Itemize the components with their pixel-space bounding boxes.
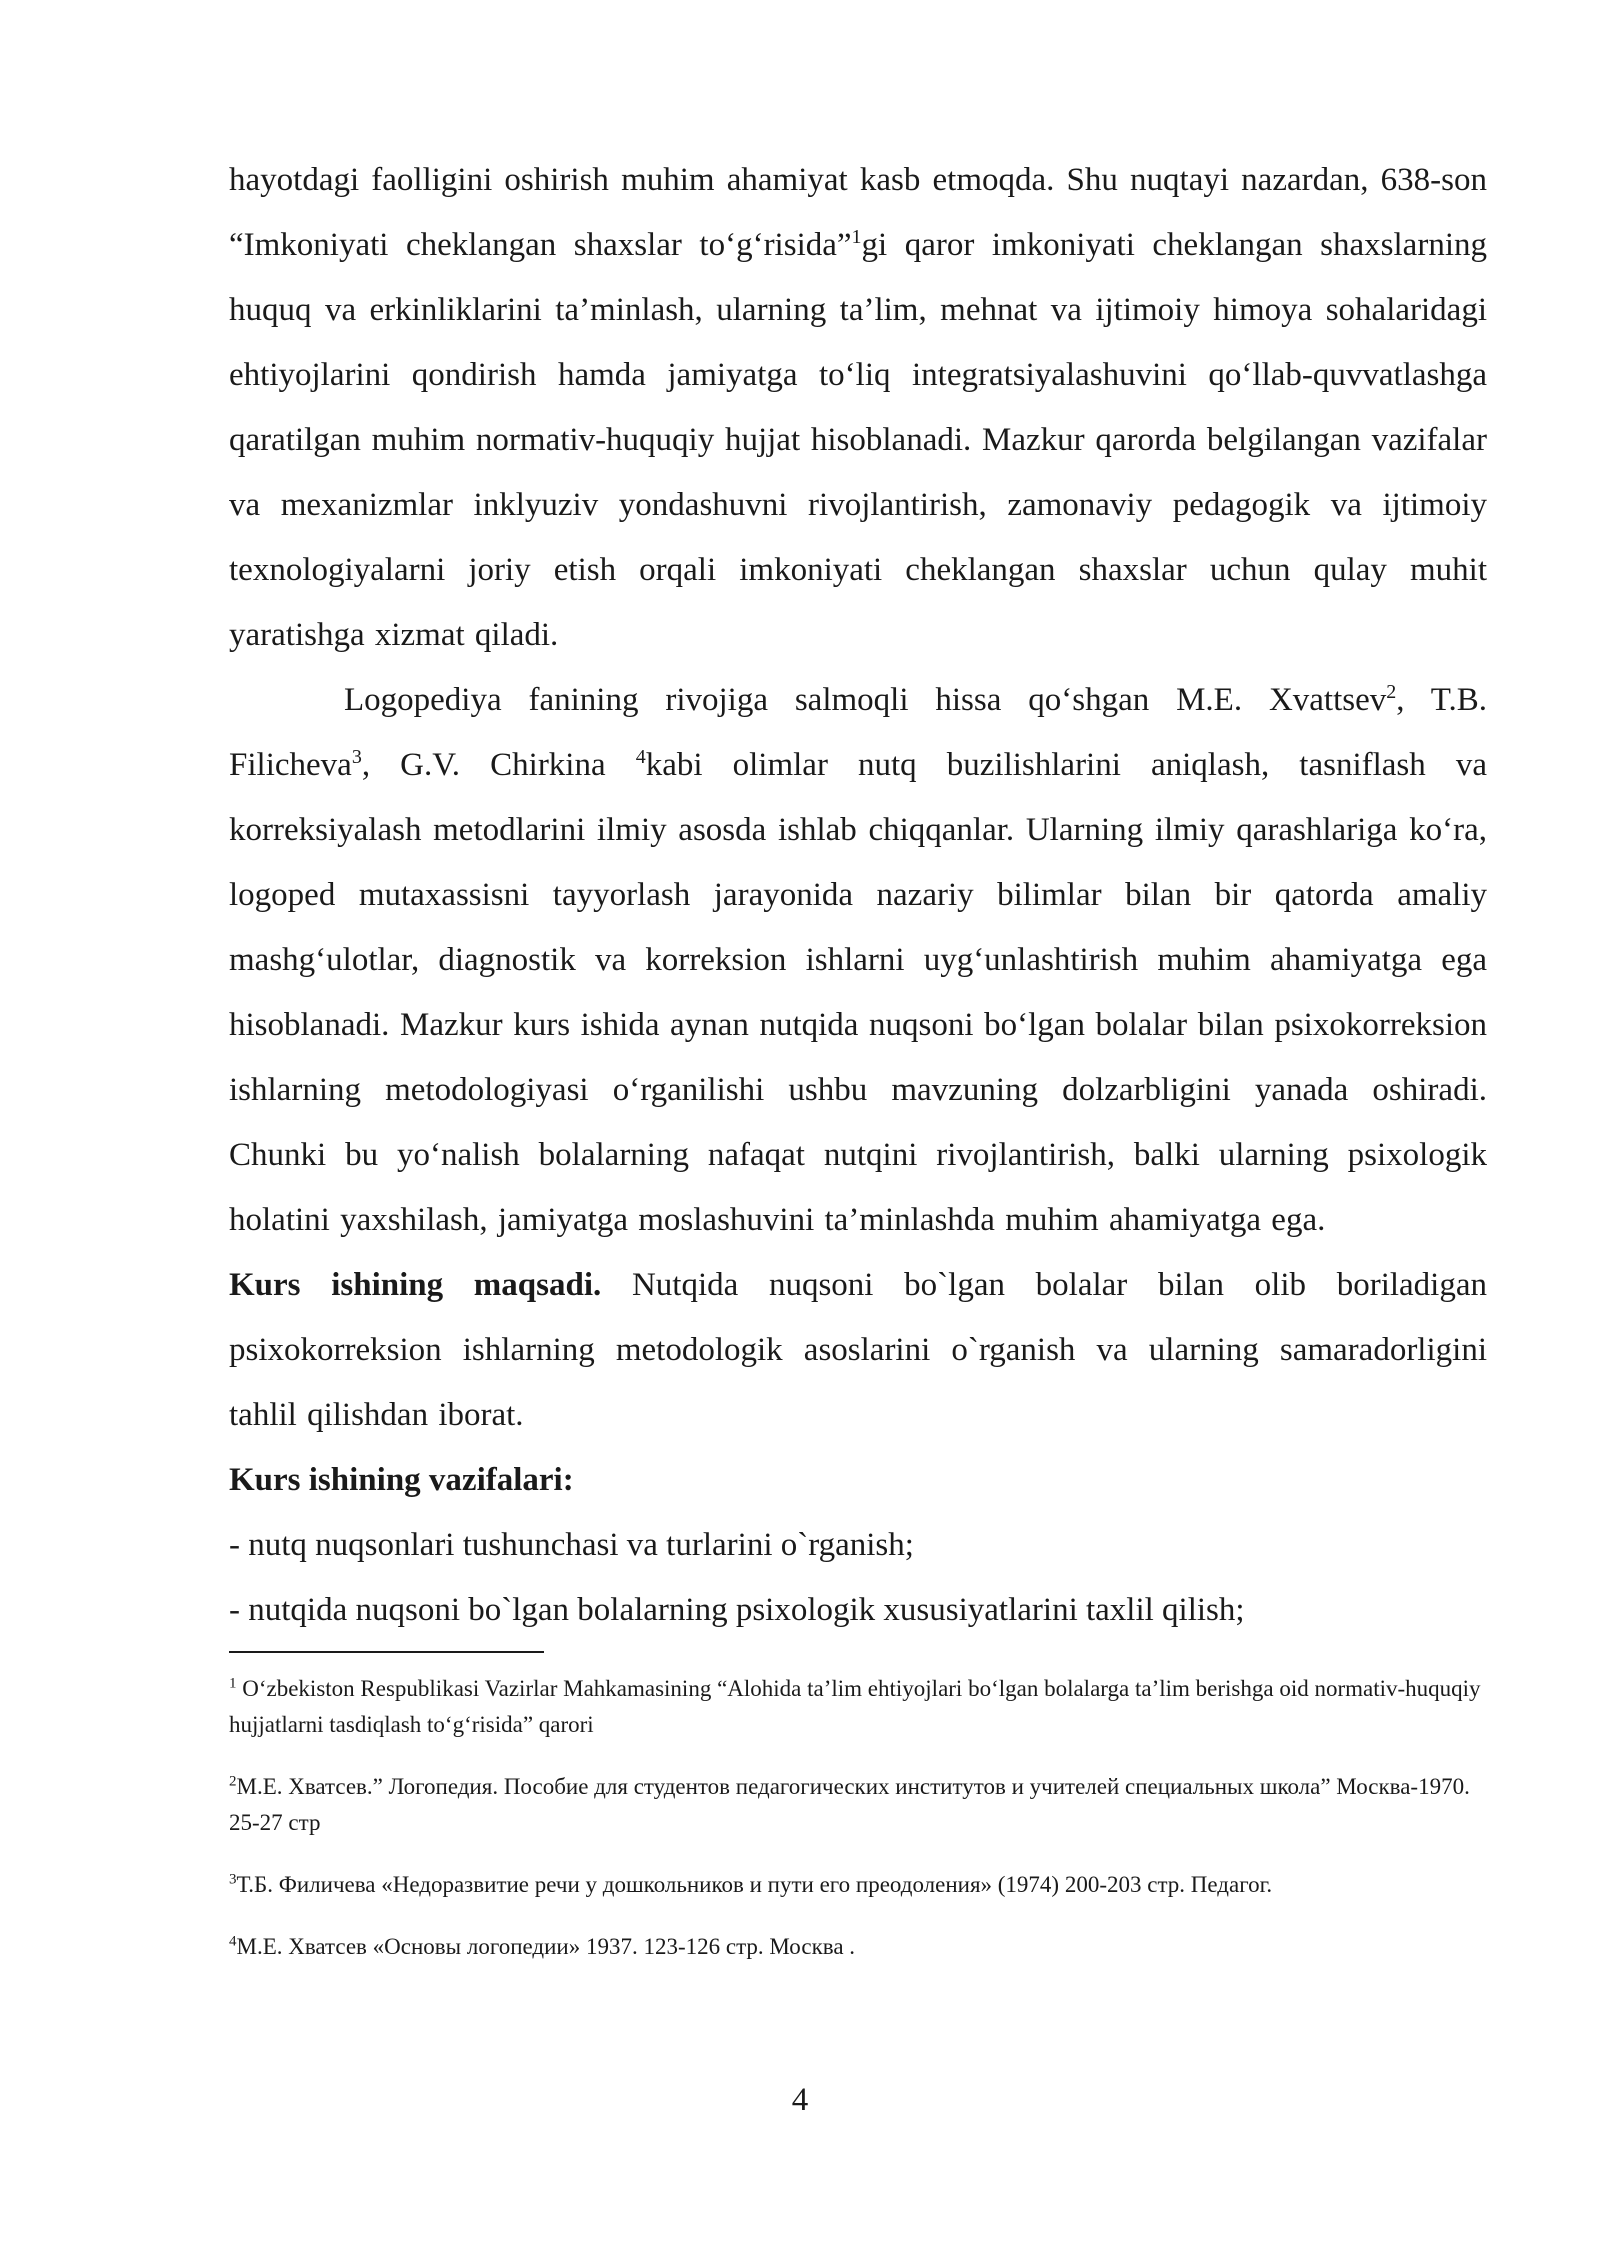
footnote-ref-4[interactable]: 4	[635, 746, 646, 768]
paragraph-logopedics	[229, 668, 1487, 1253]
goal-text: Nutqida nuqsoni bo`lgan bolalar bilan olib boriladigan psixokorreksion ishlarning metodologik asoslarini o`rganish va ularning samaradorligini tahlil qilishdan iborat.	[229, 1267, 1487, 1433]
footnotes-section	[229, 1671, 1487, 1965]
footnote-number: 3	[229, 1871, 237, 1888]
footnote-text: Т.Б. Филичева «Недоразвитие речи у дошкольников и пути его преодоления» (1974) 200-203 стр. Педагог.	[236, 1872, 1273, 1897]
footnote-ref-2[interactable]: 2	[1386, 681, 1397, 703]
footnote-4	[229, 1929, 1487, 1965]
paragraph-intro	[229, 148, 1487, 668]
paragraph-intro-text: hayotdagi faolligini oshirish muhim ahamiyat kasb etmoqda. Shu nuqtayi nazardan, 638-son “Imkoniyati cheklangan shaxslar to‘g‘risida”	[229, 162, 1487, 263]
paragraph-logopedics-text-b: , T.B. Filicheva	[229, 682, 1488, 783]
footnote-text: М.Е. Хватсев.” Логопедия. Пособие для студентов педагогических институтов и учителей специальных школа” Москва-1970. 25-27 стр	[229, 1774, 1470, 1835]
paragraph-goal	[229, 1253, 1487, 1448]
document-page	[229, 148, 1487, 1991]
footnote-separator	[229, 1651, 544, 1653]
footnote-1	[229, 1671, 1487, 1743]
footnote-number: 4	[229, 1933, 237, 1950]
footnote-ref-1[interactable]: 1	[851, 226, 862, 248]
footnote-text: O‘zbekiston Respublikasi Vazirlar Mahkamasining “Alohida ta’lim ehtiyojlari bo‘lgan bolalarga ta’lim berishga oid normativ-huquqiy hujjatlarni tasdiqlash to‘g‘risida” qarori	[229, 1676, 1481, 1737]
footnote-number: 2	[229, 1773, 237, 1790]
paragraph-intro-text-cont: gi qaror imkoniyati cheklangan shaxslarning huquq va erkinliklarini ta’minlash, ularning ta’lim, mehnat va ijtimoiy himoya sohalaridagi ehtiyojlarini qondirish hamda jamiyatga to‘liq integratsiyalashuvini qo‘llab-quvvatlashga qaratilgan muhim normativ-huquqiy hujjat hisoblanadi. Mazkur qarorda belgilangan vazifalar va mexanizmlar inklyuziv yondashuvni rivojlantirish, zamonaviy pedagogik va ijtimoiy texnologiyalarni joriy etish orqali imkoniyati cheklangan shaxslar uchun qulay muhit yaratishga xizmat qiladi.	[229, 227, 1487, 653]
goal-heading: Kurs ishining maqsadi.	[229, 1267, 602, 1303]
paragraph-logopedics-text-d: kabi olimlar nutq buzilishlarini aniqlash, tasniflash va korreksiyalash metodlarini ilmiy asosda ishlab chiqqanlar. Ularning ilmiy qarashlariga ko‘ra, logoped mutaxassisni tayyorlash jarayonida nazariy bilimlar bilan bir qatorda amaliy mashg‘ulotlar, diagnostik va korreksion ishlarni uyg‘unlashtirish muhim ahamiyatga ega hisoblanadi. Mazkur kurs ishida aynan nutqida nuqsoni bo‘lgan bolalar bilan psixokorreksion ishlarning metodologiyasi o‘rganilishi ushbu mavzuning dolzarbligini yanada oshiradi. Chunki bu yo‘nalish bolalarning nafaqat nutqini rivojlantirish, balki ularning psixologik holatini yaxshilash, jamiyatga moslashuvini ta’minlashda muhim ahamiyatga ega.	[229, 747, 1487, 1238]
tasks-heading: Kurs ishining vazifalari:	[229, 1462, 574, 1498]
footnote-ref-3[interactable]: 3	[351, 746, 362, 768]
page-number: 4	[791, 2082, 809, 2118]
footnote-text: М.Е. Хватсев «Основы логопедии» 1937. 123-126 стр. Москва .	[236, 1934, 856, 1959]
footnote-2	[229, 1769, 1487, 1841]
paragraph-logopedics-text-a: Logopediya fanining rivojiga salmoqli hissa qo‘shgan M.E. Xvattsev	[344, 682, 1387, 718]
task-item: - nutqida nuqsoni bo`lgan bolalarning psixologik xususiyatlarini taxlil qilish;	[229, 1592, 1245, 1628]
paragraph-logopedics-text-c: , G.V. Chirkina	[361, 747, 636, 783]
task-item: - nutq nuqsonlari tushunchasi va turlarini o`rganish;	[229, 1527, 914, 1563]
footnote-number: 1	[229, 1675, 237, 1692]
footnote-3	[229, 1867, 1487, 1903]
